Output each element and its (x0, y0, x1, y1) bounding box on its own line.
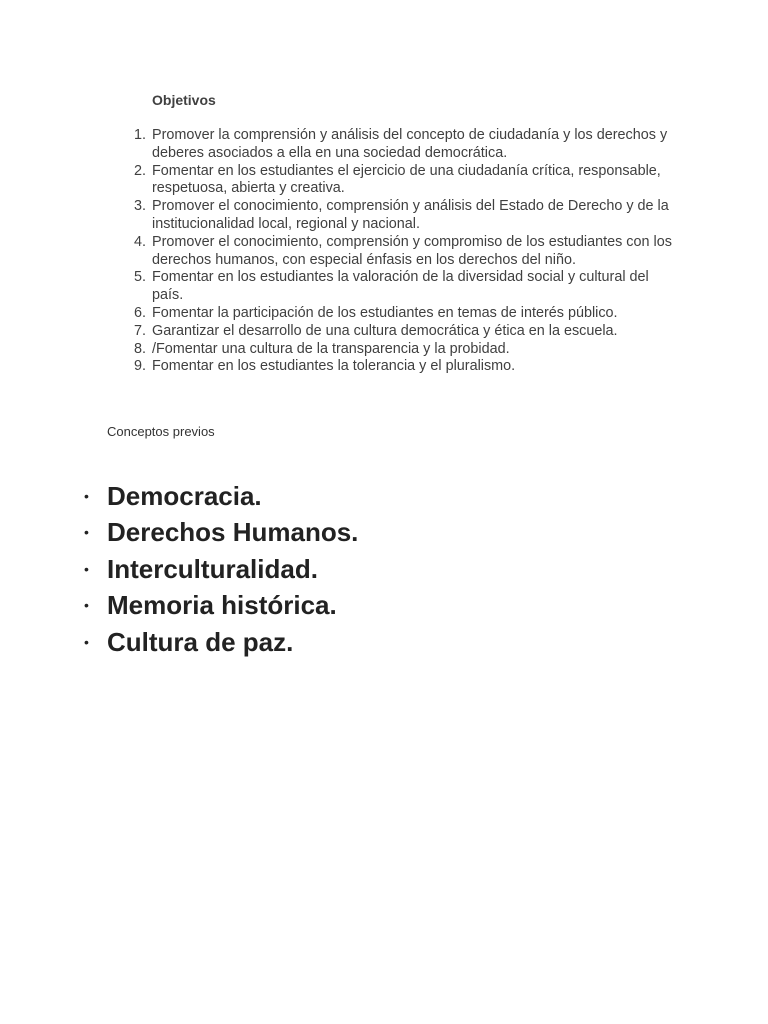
bullet-icon: • (84, 597, 89, 614)
objetivos-heading: Objetivos (152, 92, 216, 108)
objetivo-number: 7. (133, 322, 146, 339)
objetivo-text: Garantizar el desarrollo de una cultura democrática y ética en la escuela. (152, 322, 618, 339)
objetivo-item-7 (133, 322, 672, 341)
objetivo-item-2 (133, 162, 672, 199)
objetivo-item-8 (133, 340, 672, 359)
objetivo-text: Fomentar la participación de los estudiantes en temas de interés público. (152, 304, 618, 321)
objetivo-number: 1. (133, 127, 146, 143)
objetivo-number: 4. (133, 233, 146, 250)
objetivo-number: 2. (133, 162, 146, 179)
objetivo-text: Promover el conocimiento, comprensión y análisis del Estado de Derecho y de la institucionalidad local, regional y nacional. (152, 198, 669, 232)
objetivo-text: Fomentar en los estudiantes el ejercicio de una ciudadanía crítica, responsable, respetuosa, abierta y creativa. (152, 162, 661, 197)
objetivo-number: 6. (133, 304, 146, 321)
bullet-icon: • (84, 560, 89, 577)
concepto-text: Cultura de paz. (107, 626, 294, 657)
objetivo-item-1 (133, 127, 672, 163)
concepto-item-derechos-humanos (84, 514, 359, 550)
objetivo-number: 9. (133, 358, 146, 375)
objetivo-number: 8. (133, 340, 146, 357)
concepto-text: Memoria histórica. (107, 590, 337, 621)
bullet-icon: • (84, 633, 89, 650)
concepto-text: Derechos Humanos. (107, 517, 359, 548)
objetivo-number: 3. (133, 198, 146, 215)
objetivo-text: Promover el conocimiento, comprensión y compromiso de los estudiantes con los derechos humanos, con especial énfasis en los derechos del niño. (152, 233, 672, 268)
objetivo-item-9 (133, 358, 672, 376)
objetivo-item-6 (133, 304, 672, 323)
objetivo-item-4 (133, 233, 672, 270)
objetivo-number: 5. (133, 269, 146, 286)
objetivos-list (133, 127, 672, 376)
objetivo-text: /Fomentar una cultura de la transparencia y la probidad. (152, 340, 510, 357)
conceptos-previos-label: Conceptos previos (107, 424, 215, 439)
objetivo-text: Fomentar en los estudiantes la valoración de la diversidad social y cultural del país. (152, 269, 649, 304)
objetivo-text: Promover la comprensión y análisis del concepto de ciudadanía y los derechos y deberes asociados a ella en una sociedad democrática. (152, 127, 668, 161)
concepto-item-memoria-historica (84, 587, 358, 623)
concepto-item-interculturalidad (84, 551, 358, 587)
concepto-text: Democracia. (107, 481, 262, 511)
bullet-icon: • (84, 488, 89, 504)
concepto-item-democracia (84, 478, 358, 514)
concepto-text: Interculturalidad. (107, 553, 318, 584)
bullet-icon: • (84, 524, 89, 541)
concepto-item-cultura-de-paz (84, 624, 358, 660)
objetivo-text: Fomentar en los estudiantes la tolerancia y el pluralismo. (152, 358, 516, 375)
conceptos-list (84, 478, 359, 660)
objetivo-item-5 (133, 269, 672, 305)
objetivo-item-3 (133, 198, 672, 234)
